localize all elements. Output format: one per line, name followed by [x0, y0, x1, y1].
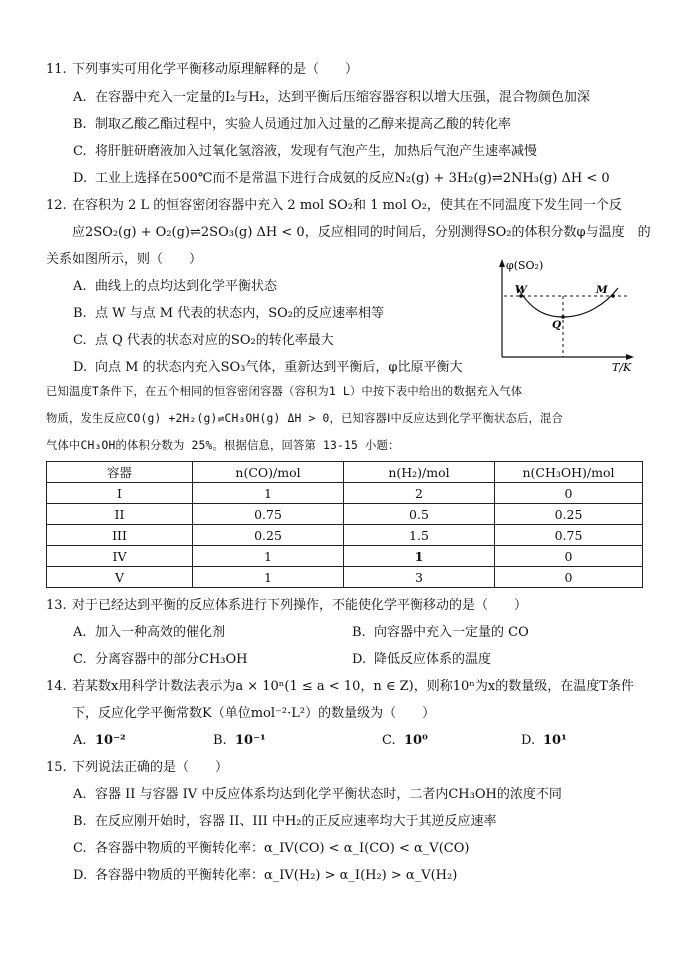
table-cell: II — [47, 504, 193, 525]
option-label: B. — [73, 814, 87, 829]
option-text: 向点 M 的状态内充入SO₃气体，重新达到平衡后，φ比原平衡大 — [95, 360, 463, 375]
q14-option-b — [213, 731, 266, 751]
q13-option-b — [352, 623, 529, 643]
q14-stem-line2: 下，反应化学平衡常数K（单位mol⁻²·L²）的数量级为（ ） — [72, 706, 436, 721]
table-cell: III — [47, 525, 193, 546]
option-label: C. — [73, 144, 87, 159]
table-cell: 3 — [344, 567, 495, 588]
q12-option-d — [73, 358, 462, 378]
option-text: 10⁰ — [404, 733, 428, 748]
option-text: 点 Q 代表的状态对应的SO₂的转化率最大 — [95, 333, 334, 348]
option-label: D. — [352, 652, 367, 667]
q12-option-c — [73, 331, 334, 351]
table-cell: 1 — [193, 483, 344, 504]
q11-number: 11. — [46, 62, 67, 77]
option-label: D. — [73, 360, 88, 375]
table-cell: I — [47, 483, 193, 504]
option-label: A. — [73, 787, 87, 802]
table-cell: 2 — [344, 483, 495, 504]
option-text: 容器 II 与容器 IV 中反应体系均达到化学平衡状态时，二者内CH₃OH的浓度不同 — [95, 787, 562, 802]
table-cell: 0.25 — [193, 525, 344, 546]
option-text: 在容器中充入一定量的I₂与H₂，达到平衡后压缩容器容积以增大压强，混合物颜色加深 — [95, 90, 590, 105]
option-text: 10¹ — [543, 733, 567, 748]
point-m-dot — [611, 294, 615, 298]
option-text: 分离容器中的部分CH₃OH — [95, 652, 248, 667]
table-row — [47, 567, 643, 588]
q13-stem — [46, 596, 527, 616]
q14-stem-line1: 若某数x用科学计数法表示为a × 10ⁿ(1 ≤ a < 10，n ∈ Z)，则称10ⁿ为x的数量级，在温度T条件 — [72, 679, 634, 694]
option-text: 10⁻¹ — [235, 733, 266, 748]
q12-stem-line1: 在容积为 2 L 的恒容密闭容器中充入 2 mol SO₂和 1 mol O₂，使其在不同温度下发生同一个反 — [72, 198, 622, 213]
q12-graph — [490, 255, 640, 375]
option-label: D. — [73, 868, 88, 883]
option-label: C. — [73, 841, 87, 856]
table-cell: V — [47, 567, 193, 588]
x-axis-label: T/K — [612, 361, 632, 374]
q11-option-b — [73, 115, 511, 135]
intro-line1: 已知温度T条件下，在五个相同的恒容密闭容器（容积为1 L）中按下表中给出的数据充入气体 — [46, 385, 523, 398]
option-text: 各容器中物质的平衡转化率：α_IV(H₂) > α_I(H₂) > α_V(H₂) — [95, 868, 458, 883]
table-cell: 0 — [495, 546, 643, 567]
table-cell: 0.75 — [495, 525, 643, 546]
header-n-co: n(CO)/mol — [193, 462, 344, 483]
intro-line3: 气体中CH₃OH的体积分数为 25%。根据信息，回答第 13-15 小题： — [46, 439, 400, 452]
table-cell: 1 — [193, 546, 344, 567]
option-text: 曲线上的点均达到化学平衡状态 — [95, 279, 278, 294]
q12-option-b — [73, 304, 384, 324]
q11-stem-text: 下列事实可用化学平衡移动原理解释的是（ ） — [72, 62, 359, 77]
y-axis-arrow-icon — [499, 259, 505, 267]
table-header-row — [47, 462, 643, 483]
q11-stem — [46, 60, 358, 80]
q13-option-d — [352, 650, 491, 670]
option-text: 向容器中充入一定量的 CO — [374, 625, 529, 640]
q14-option-c — [382, 731, 428, 751]
q12-stem-line2: 应2SO₂(g) + O₂(g)⇌2SO₃(g) ΔH < 0，反应相同的时间后，分别测得SO₂的体积分数φ与温度 的 — [72, 225, 651, 240]
header-n-h2: n(H₂)/mol — [344, 462, 495, 483]
q14-option-a — [73, 731, 126, 751]
q15-option-a — [73, 785, 562, 805]
option-label: D. — [73, 171, 88, 186]
table-cell: 1 — [344, 546, 495, 567]
q11-option-d — [73, 169, 610, 189]
x-axis-arrow-icon — [626, 354, 634, 360]
q12-stem-line3: 关系如图所示，则（ ） — [46, 252, 203, 267]
option-label: D. — [521, 733, 536, 748]
q15-stem-text: 下列说法正确的是（ ） — [72, 760, 229, 775]
table-row — [47, 483, 643, 504]
option-label: A. — [73, 733, 87, 748]
option-label: B. — [352, 625, 366, 640]
option-label: B. — [73, 117, 87, 132]
option-text: 加入一种高效的催化剂 — [95, 625, 226, 640]
header-n-ch3oh: n(CH₃OH)/mol — [495, 462, 643, 483]
q15-stem — [46, 758, 228, 778]
intro-line2: 物质，发生反应CO(g) +2H₂(g)⇌CH₃OH(g) ΔH > 0，已知容器Ⅰ中反应达到化学平衡状态后，混合 — [46, 412, 563, 425]
point-q-label: Q — [552, 319, 562, 331]
table-cell: 0 — [495, 567, 643, 588]
q15-option-d — [73, 866, 457, 886]
point-m-label: M — [596, 284, 608, 296]
q15-option-c — [73, 839, 469, 859]
option-label: A. — [73, 279, 87, 294]
table-cell: 1 — [193, 567, 344, 588]
point-w-label: W — [515, 284, 527, 296]
option-text: 制取乙酸乙酯过程中，实验人员通过加入过量的乙醇来提高乙酸的转化率 — [95, 117, 512, 132]
option-text: 10⁻² — [95, 733, 126, 748]
table-cell: 0.25 — [495, 504, 643, 525]
q12-stem — [46, 196, 622, 216]
q15-number: 15. — [46, 760, 67, 775]
option-text: 降低反应体系的温度 — [374, 652, 492, 667]
table-row — [47, 504, 643, 525]
q12-number: 12. — [46, 198, 67, 213]
table-cell: 0 — [495, 483, 643, 504]
option-text: 点 W 与点 M 代表的状态内，SO₂的反应速率相等 — [95, 306, 384, 321]
table-cell: 0.5 — [344, 504, 495, 525]
option-label: B. — [73, 306, 87, 321]
q15-option-b — [73, 812, 497, 832]
q13-option-c — [73, 650, 248, 670]
header-container: 容器 — [47, 462, 193, 483]
option-text: 将肝脏研磨液加入过氧化氢溶液，发现有气泡产生，加热后气泡产生速率减慢 — [95, 144, 538, 159]
option-text: 在反应刚开始时，容器 II、III 中H₂的正反应速率均大于其逆反应速率 — [95, 814, 497, 829]
q14-stem — [46, 677, 634, 697]
q13-number: 13. — [46, 598, 67, 613]
table-cell: 0.75 — [193, 504, 344, 525]
table-cell: IV — [47, 546, 193, 567]
table-cell: 1.5 — [344, 525, 495, 546]
q11-option-c — [73, 142, 537, 162]
q11-option-a — [73, 88, 590, 108]
option-label: C. — [382, 733, 396, 748]
point-q-dot — [561, 315, 565, 319]
y-axis-label: φ(SO₂) — [506, 259, 544, 272]
option-label: A. — [73, 625, 87, 640]
data-table — [46, 461, 643, 588]
table-row — [47, 525, 643, 546]
q12-option-a — [73, 277, 277, 297]
option-label: A. — [73, 90, 87, 105]
option-label: B. — [213, 733, 227, 748]
q14-number: 14. — [46, 679, 67, 694]
option-text: 各容器中物质的平衡转化率：α_IV(CO) < α_I(CO) < α_V(CO) — [95, 841, 470, 856]
table-row — [47, 546, 643, 567]
q14-option-d — [521, 731, 567, 751]
q13-option-a — [73, 623, 225, 643]
option-label: C. — [73, 652, 87, 667]
option-label: C. — [73, 333, 87, 348]
option-text: 工业上选择在500℃而不是常温下进行合成氨的反应N₂(g) + 3H₂(g)⇌2NH₃(g) ΔH < 0 — [95, 171, 610, 186]
q13-stem-text: 对于已经达到平衡的反应体系进行下列操作，不能使化学平衡移动的是（ ） — [72, 598, 528, 613]
